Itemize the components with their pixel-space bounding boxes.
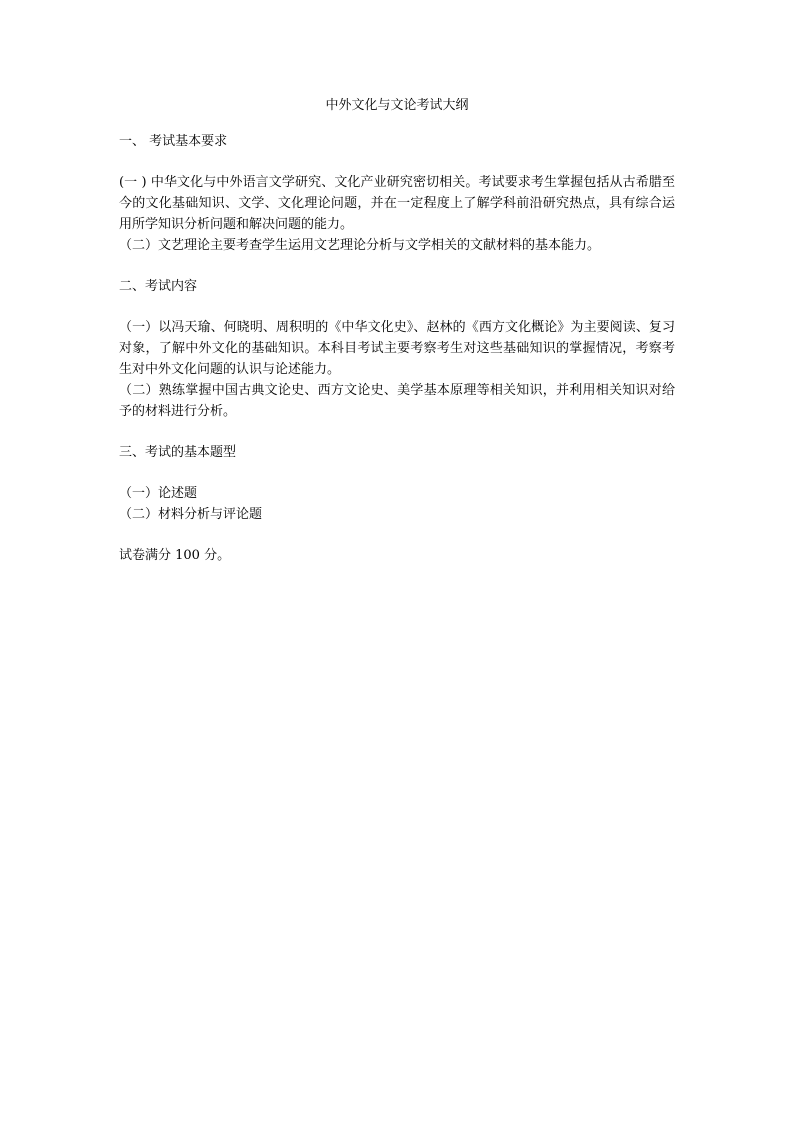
document-body: [119, 95, 675, 566]
section-heading-content: 二、考试内容: [119, 279, 198, 294]
spacer: [119, 152, 675, 172]
spacer: [119, 422, 675, 442]
document-title: 中外文化与文论考试大纲: [325, 98, 469, 113]
question-type-2: （二）材料分析与评论题: [119, 507, 263, 522]
requirement-item-2: （二）文艺理论主要考查学生运用文艺理论分析与文学相关的文献材料的基本能力。: [119, 238, 601, 253]
spacer: [119, 463, 675, 483]
spacer: [119, 525, 675, 545]
content-item-1: （一）以冯天瑜、何晓明、周积明的《中华文化史》、赵林的《西方文化概论》为主要阅读、复习对象，了解中外文化的基础知识。本科目考试主要考察考生对这些基础知识的掌握情况，考察考生对中外文化问题的认识与论述能力。: [119, 320, 675, 377]
section-heading-question-types: 三、考试的基本题型: [119, 445, 237, 460]
spacer: [119, 256, 675, 276]
section-heading-requirements: 一、 考试基本要求: [119, 134, 228, 149]
requirement-item-1: (一 ) 中华文化与中外语言文学研究、文化产业研究密切相关。考试要求考生掌握包括从古希腊至今的文化基础知识、文学、文化理论问题，并在一定程度上了解学科前沿研究热点，具有综合运用所学知识分析问题和解决问题的能力。: [119, 175, 675, 232]
content-item-2: （二）熟练掌握中国古典文论史、西方文论史、美学基本原理等相关知识，并利用相关知识对给予的材料进行分析。: [119, 383, 675, 419]
total-score-note: 试卷满分 100 分。: [119, 548, 231, 563]
question-type-1: （一）论述题: [119, 486, 198, 501]
spacer: [119, 297, 675, 317]
